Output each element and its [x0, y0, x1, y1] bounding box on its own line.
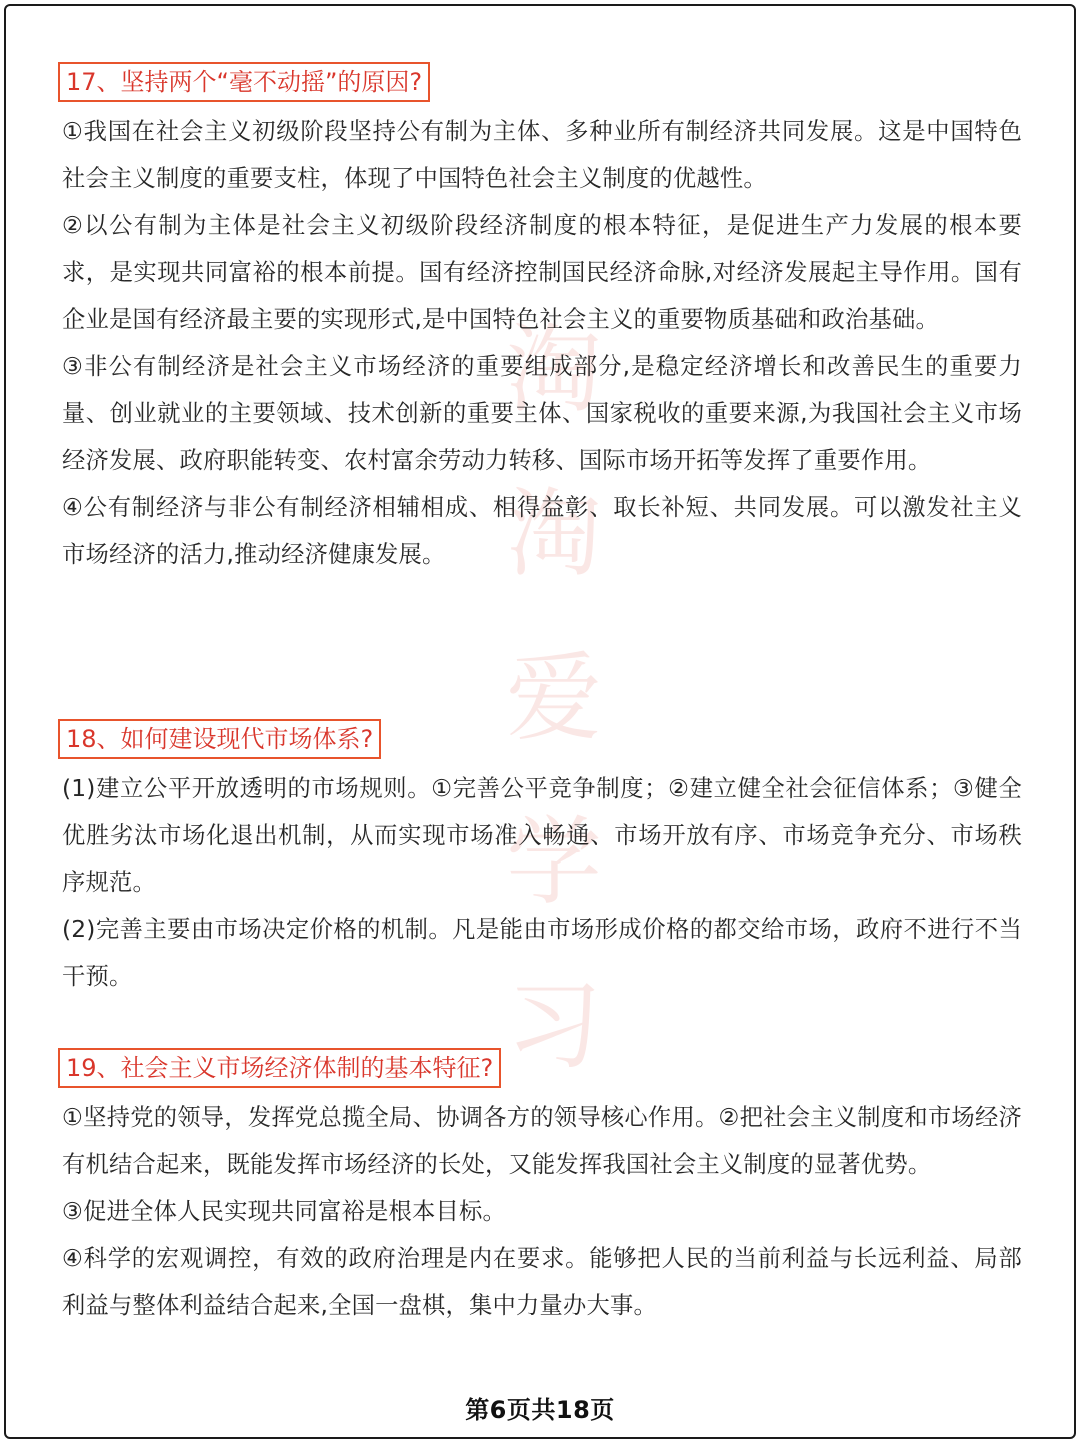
section-17: [62, 62, 1022, 578]
paragraph: ④公有制经济与非公有制经济相辅相成、相得益彰、取长补短、共同发展。可以激发社主义市场经济的活力,推动经济健康发展。: [62, 494, 1022, 568]
document-page: [4, 4, 1076, 1439]
paragraph: ②以公有制为主体是社会主义初级阶段经济制度的根本特征，是促进生产力发展的根本要求，是实现共同富裕的根本前提。国有经济控制国民经济命脉,对经济发展起主导作用。国有企业是国有经济最主要的实现形式,是中国特色社会主义的重要物质基础和政治基础。: [62, 212, 1022, 333]
watermark-char: 淘: [506, 478, 602, 590]
section-heading: 17、坚持两个“毫不动摇”的原因?: [58, 62, 430, 102]
paragraph: ①我国在社会主义初级阶段坚持公有制为主体、多种业所有制经济共同发展。这是中国特色社会主义制度的重要支柱，体现了中国特色社会主义制度的优越性。: [62, 118, 1022, 192]
paragraph: ③促进全体人民实现共同富裕是根本目标。: [62, 1198, 507, 1225]
paragraph: ①坚持党的领导，发挥党总揽全局、协调各方的领导核心作用。②把社会主义制度和市场经济有机结合起来，既能发挥市场经济的长处，又能发挥我国社会主义制度的显著优势。: [62, 1104, 1022, 1178]
watermark-char: 淘: [506, 314, 602, 426]
section-19: [62, 1048, 1022, 1329]
paragraph: (1)建立公平开放透明的市场规则。①完善公平竞争制度；②建立健全社会征信体系；③健全优胜劣汰市场化退出机制，从而实现市场准入畅通、市场开放有序、市场竞争充分、市场秩序规范。: [62, 775, 1022, 896]
paragraph: ④科学的宏观调控，有效的政府治理是内在要求。能够把人民的当前利益与长远利益、局部利益与整体利益结合起来,全国一盘棋，集中力量办大事。: [62, 1245, 1022, 1319]
section-18: [62, 719, 1022, 1000]
watermark-char: 习: [506, 970, 602, 1082]
paragraph: ③非公有制经济是社会主义市场经济的重要组成部分,是稳定经济增长和改善民生的重要力量、创业就业的主要领域、技术创新的重要主体、国家税收的重要来源,为我国社会主义市场经济发展、政府职能转变、农村富余劳动力转移、国际市场开拓等发挥了重要作用。: [62, 353, 1022, 474]
paragraph: (2)完善主要由市场决定价格的机制。凡是能由市场形成价格的都交给市场，政府不进行不当干预。: [62, 916, 1022, 990]
watermark-char: 爱: [506, 642, 602, 754]
page-number: 第6页共18页: [465, 1396, 615, 1424]
section-heading: 19、社会主义市场经济体制的基本特征?: [58, 1048, 501, 1088]
section-heading: 18、如何建设现代市场体系?: [58, 719, 381, 759]
watermark-char: 学: [506, 806, 602, 918]
